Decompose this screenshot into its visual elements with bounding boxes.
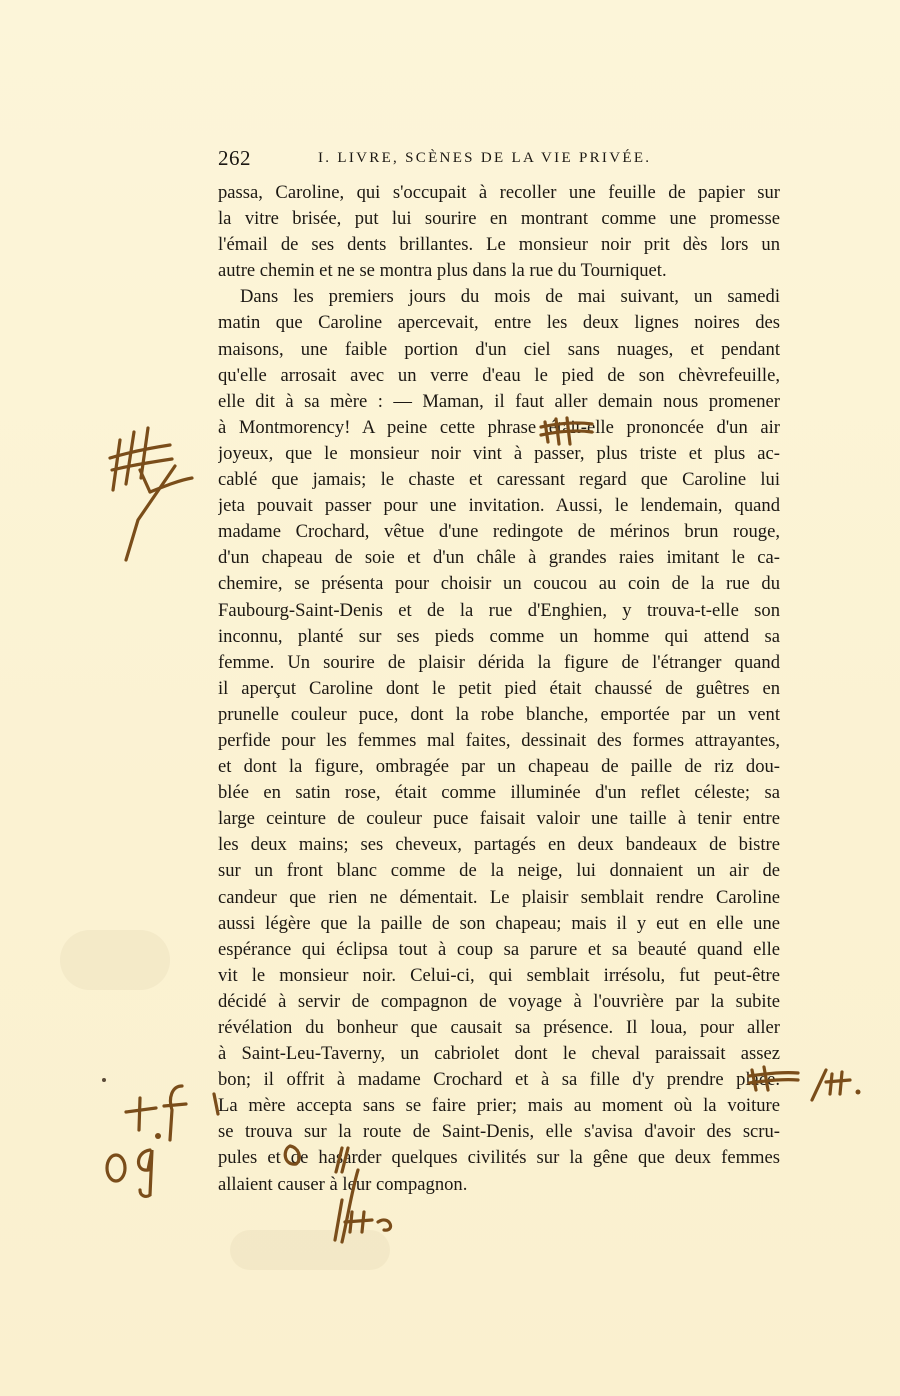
ink-dot	[155, 1133, 161, 1139]
text-line: d'un chapeau de soie et d'un châle à grandes raies imitant le ca-	[218, 547, 780, 569]
text-line: allaient causer à leur compagnon.	[218, 1173, 468, 1195]
text-line: madame Crochard, vêtue d'une redingote de mérinos brun rouge,	[218, 521, 780, 543]
ink-stroke	[140, 470, 150, 492]
text-line: elle dit à sa mère : — Maman, il faut aller demain nous promener	[218, 390, 780, 412]
ink-stroke	[749, 1073, 798, 1076]
ink-dot	[102, 1078, 106, 1082]
ink-stroke	[126, 466, 175, 560]
text-line: la vitre brisée, put lui sourire en montrant comme une promesse	[218, 208, 780, 230]
text-line: et dont la figure, ombragée par un chapeau de paille de riz dou-	[218, 756, 780, 778]
text-line: cablé que jamais; le chaste et caressant regard que Caroline lui	[218, 469, 780, 491]
text-line: il aperçut Caroline dont le petit pied était chaussé de guêtres en	[218, 677, 780, 699]
text-line: inconnu, planté sur ses pieds comme un homme qui attend sa	[218, 625, 780, 647]
text-line: décidé à servir de compagnon de voyage à l'ouvrière par la subite	[218, 990, 780, 1012]
text-line: qu'elle arrosait avec un verre d'eau le pied de son chèvrefeuille,	[218, 364, 780, 386]
ink-stroke	[113, 440, 120, 490]
text-line: l'émail de ses dents brillantes. Le monsieur noir prit dès lors un	[218, 234, 780, 256]
ink-stroke	[812, 1070, 826, 1100]
text-line: autre chemin et ne se montra plus dans la rue du Tourniquet.	[218, 260, 667, 282]
text-line: matin que Caroline apercevait, entre les deux lignes noires des	[218, 312, 780, 334]
text-line: Faubourg-Saint-Denis et de la rue d'Enghien, y trouva-t-elle son	[218, 599, 780, 621]
ink-stroke	[138, 1150, 152, 1196]
text-line: se trouva sur la route de Saint-Denis, elle s'avisa d'avoir des scru-	[218, 1121, 780, 1143]
text-line: jeta pouvait passer pour une invitation. Aussi, le lendemain, quand	[218, 495, 780, 517]
ink-stroke	[345, 1220, 372, 1222]
text-line: Dans les premiers jours du mois de mai suivant, un samedi	[240, 286, 780, 308]
ink-stroke	[749, 1080, 798, 1083]
ink-stroke	[164, 1104, 186, 1106]
ink-stroke	[335, 1200, 342, 1240]
text-line: sur un front blanc comme de la neige, lui donnaient un air de	[218, 860, 780, 882]
text-line: espérance qui éclipsa tout à coup sa parure et sa beauté quand elle	[218, 938, 780, 960]
text-line: à Montmorency! A peine cette phrase était-elle prononcée d'un air	[218, 416, 780, 438]
text-line: candeur que rien ne démentait. Le plaisir semblait rendre Caroline	[218, 886, 780, 908]
ink-dot	[856, 1090, 861, 1095]
text-line: aussi légère que la paille de son chapeau; mais il y eut en elle une	[218, 912, 780, 934]
text-line: blée en satin rose, était comme illuminée d'un reflet céleste; sa	[218, 782, 780, 804]
text-line: chemire, se présenta pour choisir un coucou au coin de la rue du	[218, 573, 780, 595]
text-line: La mère accepta sans se faire prier; mais au moment où la voiture	[218, 1095, 780, 1117]
text-line: les deux mains; ses cheveux, partagés en deux bandeaux de bistre	[218, 834, 780, 856]
running-head: I. LIVRE, SCÈNES DE LA VIE PRIVÉE.	[318, 150, 652, 166]
ink-stroke	[764, 1067, 768, 1090]
text-line: prunelle couleur puce, dont la robe blanche, emportée par un vent	[218, 703, 780, 725]
text-line: joyeux, que le monsieur noir vint à passer, plus triste et plus ac-	[218, 442, 780, 464]
text-line: vit le monsieur noir. Celui-ci, qui semblait irrésolu, fut peut-être	[218, 964, 780, 986]
text-line: maisons, une faible portion d'un ciel sans nuages, et pendant	[218, 338, 780, 360]
ink-stroke	[336, 1148, 342, 1172]
ink-stroke	[752, 1070, 756, 1090]
ink-stroke	[378, 1220, 391, 1230]
ink-stroke	[170, 1086, 182, 1140]
ink-stroke	[342, 1148, 348, 1172]
text-line: pules et de hasarder quelques civilités sur la gêne que deux femmes	[218, 1147, 780, 1169]
text-line: à Saint-Leu-Taverny, un cabriolet dont le cheval paraissait assez	[218, 1043, 780, 1065]
page-number: 262	[218, 146, 251, 170]
ink-stroke	[826, 1080, 850, 1082]
ink-stroke	[150, 478, 192, 492]
text-line: perfide pour les femmes mal faites, dessinait des formes attrayantes,	[218, 729, 780, 751]
ink-stroke	[840, 1072, 842, 1094]
ink-stroke	[139, 1098, 140, 1130]
text-line: passa, Caroline, qui s'occupait à recoller une feuille de papier sur	[218, 182, 780, 203]
ink-stroke	[285, 1146, 299, 1164]
ink-stroke	[107, 1155, 125, 1181]
text-line: bon; il offrit à madame Crochard et à sa fille d'y prendre place.	[218, 1069, 780, 1091]
ink-stroke	[541, 431, 592, 435]
ink-stroke	[126, 432, 134, 484]
text-line: femme. Un sourire de plaisir dérida la figure de l'étranger quand	[218, 651, 780, 673]
text-line: large ceinture de couleur puce faisait valoir une taille à tenir entre	[218, 808, 780, 830]
ink-stroke	[830, 1074, 832, 1094]
ink-stroke	[141, 428, 148, 478]
text-line: révélation du bonheur que causait sa présence. Il loua, pour aller	[218, 1017, 780, 1038]
ink-stroke	[214, 1094, 218, 1114]
